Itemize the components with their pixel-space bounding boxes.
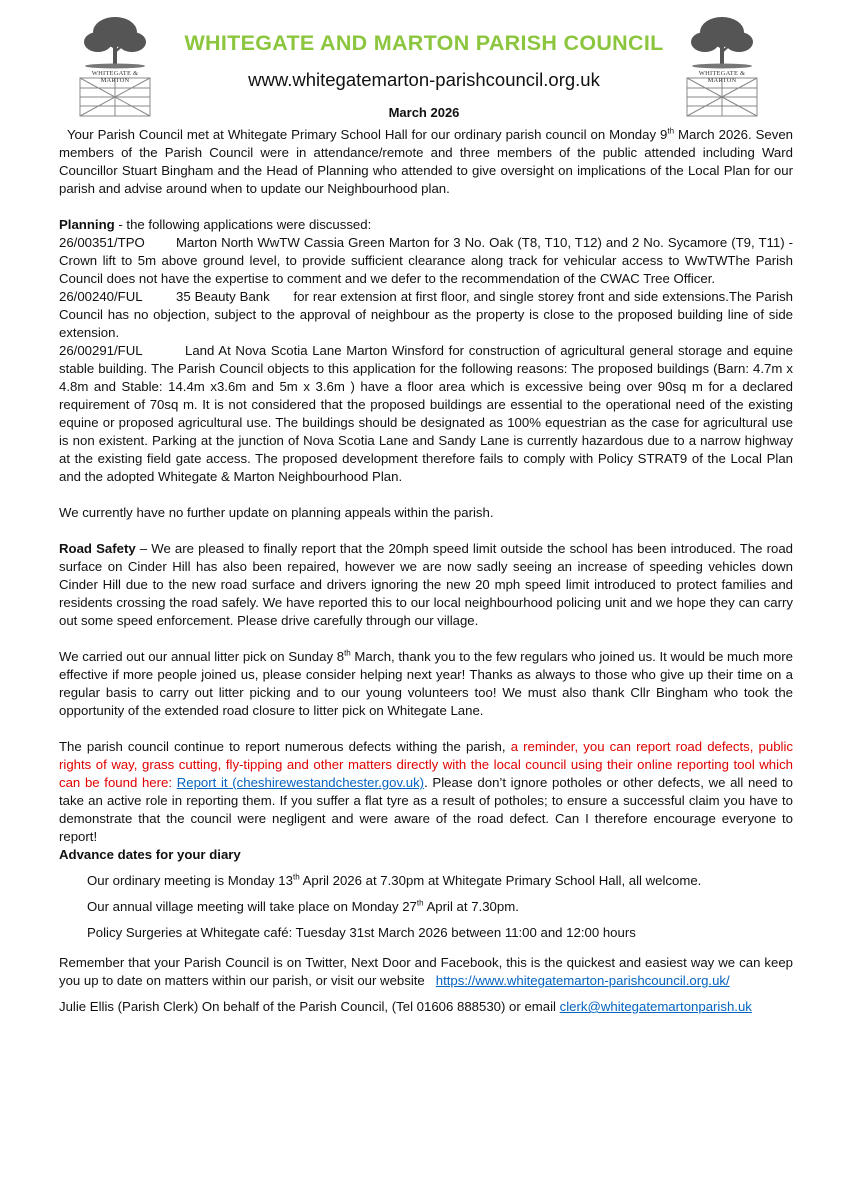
road-safety-paragraph [59, 540, 793, 630]
planning-application [59, 234, 793, 288]
application-ref: 26/00291/FUL [59, 343, 143, 358]
diary-item-text-cont: April 2026 at 7.30pm at Whitegate Primary School Hall, all welcome. [299, 873, 702, 888]
appeals-paragraph: We currently have no further update on planning appeals within the parish. [59, 505, 494, 520]
litter-text: We carried out our annual litter pick on Sunday 8 [59, 649, 345, 664]
litter-pick-paragraph [59, 648, 793, 720]
ordinal-suffix: th [667, 126, 675, 136]
application-text: Marton North WwTW Cassia Green Marton for 3 No. Oak (T8, T10, T12) and 2 No. Sycamore (T9, T11) - Crown lift to 5m above ground level, to provide sufficient clearance along track for vehicular access to WwTWThe Parish Council does not have the expertise to comment and we defer to the recommendation of the CWAC Tree Officer. [59, 235, 793, 286]
ordinal-suffix: th [292, 872, 300, 882]
intro-text: Your Parish Council met at Whitegate Primary School Hall for our ordinary parish council on Monday 9 [66, 127, 668, 142]
diary-heading: Advance dates for your diary [59, 847, 241, 862]
defects-reminder: a reminder, you can report road defects, public rights of way, grass cutting, fly-tipping and other matters directly with the local council using their online reporting tool which can be found here: [59, 739, 793, 790]
planning-intro: - the following applications were discussed: [114, 217, 372, 232]
contact-text: Julie Ellis (Parish Clerk) On behalf of the Parish Council, (Tel 01606 888530) or email [59, 999, 560, 1014]
diary-item-text-cont: April at 7.30pm. [423, 899, 519, 914]
logo-caption: WHITEGATE & MARTON [698, 70, 746, 84]
planning-application [59, 342, 793, 486]
council-website: www.whitegatemarton-parishcouncil.org.uk [248, 69, 600, 90]
website-link[interactable]: https://www.whitegatemarton-parishcouncil.org.uk/ [435, 973, 730, 988]
contact-paragraph [59, 998, 793, 1016]
social-paragraph [59, 954, 797, 990]
parish-logo-left [78, 14, 152, 118]
ordinal-suffix: th [416, 898, 424, 908]
planning-application [59, 288, 797, 342]
diary-item-text: Our ordinary meeting is Monday 13 [87, 873, 293, 888]
road-safety-text: – We are pleased to finally report that the 20mph speed limit outside the school has been introduced. The road surface on Cinder Hill has also been repaired, however we are now sadly seeing an increase of speeding vehicles down Cinder Hill due to the new road surface and drivers ignoring the new 20 mph speed limit introduced to protect families and residents crossing the road safely. We have reported this to our local neighbourhood policing unit and we hope they can carry out some speed enforcement. Please drive carefully through our village. [59, 541, 793, 628]
newsletter-body [59, 126, 797, 1016]
application-ref: 26/00240/FUL [59, 289, 143, 304]
defects-text-cont: . Please don’t ignore potholes or other defects, we all need to take an active role in reporting them. If you suffer a flat tyre as a result of potholes; to ensure a successful claim you have to demonstrate that the council were negligent and were aware of the road defect. Can I therefore encourage everyone to report! [59, 775, 793, 844]
application-text: 35 Beauty Bank for rear extension at first floor, and single storey front and side extensions.The Parish Council has no objection, subject to the approval of neighbour as the property is close to the proposed building line of side extension. [59, 289, 797, 340]
social-text: Remember that your Parish Council is on Twitter, Next Door and Facebook, this is the quickest and easiest way we can keep you up to date on matters within our parish, or visit our website [59, 955, 797, 988]
diary-item: Policy Surgeries at Whitegate café: Tuesday 31st March 2026 between 11:00 and 12:00 hours [87, 925, 636, 940]
report-it-link[interactable]: Report it (cheshirewestandchester.gov.uk) [176, 775, 425, 790]
road-safety-heading: Road Safety [59, 541, 136, 556]
diary-item [87, 872, 793, 890]
newsletter-month: March 2026 [388, 105, 460, 120]
clerk-email-link[interactable]: clerk@whitegatemartonparish.uk [559, 999, 752, 1014]
ordinal-suffix: th [344, 648, 351, 658]
intro-paragraph [59, 126, 793, 198]
planning-heading: Planning [59, 217, 115, 232]
tree-gate-logo-icon [78, 14, 152, 118]
defects-text: The parish council continue to report numerous defects withing the parish, [59, 739, 511, 754]
logo-caption: WHITEGATE & MARTON [91, 70, 139, 84]
tree-gate-logo-icon [685, 14, 759, 118]
application-text: Land At Nova Scotia Lane Marton Winsford for construction of agricultural general storage and equine stable building. The Parish Council objects to this application for the following reasons: The proposed buildings (Barn: 4.7m x 4.8m and Stable: 14.4m x3.6m and 5m x 3.6m ) have a floor area which is excessive being over 90sq m for a declared requirement of 70sq m. It is not considered that the proposed buildings are essential to the operational need of the existing equine or proposed agricultural use. The buildings should be designated as 100% equestrian as the case for agricultural use is non existent. Parking at the junction of Nova Scotia Lane and Sandy Lane is currently hazardous due to a narrow highway at the existing field gate access. The proposed development therefore fails to comply with Policy STRAT9 of the Local Plan and the adopted Whitegate & Marton Neighbourhood Plan. [59, 343, 793, 484]
intro-text-cont: March 2026. Seven members of the Parish Council were in attendance/remote and three members of the public attended including Ward Councillor Stuart Bingham and the Head of Planning who attended to give oversight on implications of the Local Plan for our parish and advise around when to update our Neighbourhood plan. [59, 127, 793, 196]
application-ref: 26/00351/TPO [59, 235, 145, 250]
diary-item-text: Our annual village meeting will take place on Monday 27 [87, 899, 417, 914]
litter-text-cont: March, thank you to the few regulars who joined us. It would be much more effective if more people joined us, please consider helping next year! Thanks as always to those who give up their time on a regular basis to carry out litter picking and to our young volunteers too! We must also thank Cllr Bingham who took the opportunity of the extended road closure to litter pick on Whitegate Lane. [59, 649, 793, 718]
parish-logo-right [685, 14, 759, 118]
planning-section [59, 216, 793, 234]
defects-paragraph [59, 738, 793, 846]
council-title: WHITEGATE AND MARTON PARISH COUNCIL [184, 31, 664, 55]
diary-item [87, 898, 793, 916]
